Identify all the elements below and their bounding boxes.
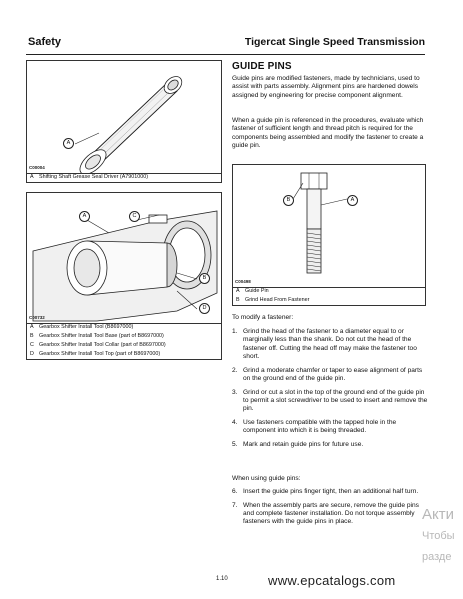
step-text: When the assembly parts are secure, remove the guide pins and complete fastener installation. Do not torque assembly fasteners with the guide pins in place. <box>243 501 419 526</box>
caption-row <box>27 323 221 332</box>
step-item <box>232 488 428 496</box>
caption-row <box>27 350 221 359</box>
section-title: GUIDE PINS <box>232 61 292 72</box>
caption-row <box>233 296 425 305</box>
activation-overlay-line1: Акти <box>422 506 454 523</box>
figure-code: C00732 <box>29 315 45 320</box>
step-text: Mark and retain guide pins for future use. <box>243 441 364 449</box>
figure1-caption <box>26 173 222 183</box>
figure-install-tool <box>26 192 222 324</box>
step-number: 1. <box>232 328 238 335</box>
activation-overlay-line3: разде <box>422 551 452 563</box>
callout-a: A <box>347 195 358 206</box>
figure3-caption <box>232 287 426 306</box>
caption-key: B <box>30 333 34 339</box>
step-item <box>232 367 428 384</box>
step-number: 6. <box>232 488 238 495</box>
caption-key: D <box>30 351 34 357</box>
intro-paragraph-2: When a guide pin is referenced in the procedures, evaluate which fastener of sufficient length and thread pitch is required for the components being assembled and modify the fastener to create a guide pin. <box>232 117 424 149</box>
figure2-caption <box>26 323 222 360</box>
caption-row <box>233 287 425 296</box>
step-text: Grind a moderate chamfer or taper to ease alignment of parts on the ground end of the guide pin. <box>243 366 423 382</box>
step-number: 2. <box>232 366 238 374</box>
figure-seal-driver <box>26 60 222 174</box>
caption-text: Gearbox Shifter Install Tool Base (part of B8697000) <box>39 333 164 339</box>
caption-key: B <box>236 297 240 303</box>
caption-row <box>27 341 221 350</box>
using-steps <box>232 488 428 532</box>
intro-paragraph: Guide pins are modified fasteners, made by technicians, used to assist with parts assembly. Alignment pins are hardened dowels assigned by engineering for precise component alignment. <box>232 75 420 99</box>
step-item <box>232 441 428 449</box>
activation-overlay-line2: Чтобы <box>422 530 455 542</box>
caption-key: A <box>236 288 240 294</box>
step-item <box>232 502 428 527</box>
caption-text: Grind Head From Fastener <box>245 297 310 303</box>
figure-code: C00498 <box>235 279 251 284</box>
caption-row <box>27 332 221 341</box>
step-item <box>232 419 428 436</box>
step-number: 4. <box>232 419 238 427</box>
callout-a: A <box>79 211 90 222</box>
caption-text: Guide Pin <box>245 288 269 294</box>
step-item <box>232 328 428 361</box>
caption-row <box>27 173 221 182</box>
step-text: Use fasteners compatible with the tapped hole in the component into which it is being threaded. <box>243 419 397 435</box>
using-label: When using guide pins: <box>232 475 301 482</box>
step-text: Grind the head of the fastener to a diameter equal to or marginally less than the shank. Do not cut the head of the fastener off. Cutting the head off may make the fastener too short. <box>243 328 417 360</box>
step-number: 5. <box>232 441 238 449</box>
header-section-title: Safety <box>28 36 62 48</box>
figure-code: C00004 <box>29 165 45 170</box>
caption-key: A <box>30 324 34 330</box>
step-number: 7. <box>232 501 238 509</box>
caption-text: Shifting Shaft Grease Seal Driver (A7901000) <box>39 174 149 180</box>
caption-key: A <box>30 174 34 180</box>
seal-driver-illustration <box>27 61 221 173</box>
modify-label: To modify a fastener: <box>232 314 294 321</box>
caption-key: C <box>30 342 34 348</box>
page-number: 1.10 <box>216 576 228 582</box>
header-manual-title: Tigercat Single Speed Transmission <box>244 36 425 48</box>
step-number: 3. <box>232 388 238 396</box>
step-text: Grind or cut a slot in the top of the ground end of the guide pin to permit a slot screwdriver to be used to insert and remove the pin. <box>243 388 428 413</box>
callout-b: B <box>199 273 210 284</box>
header-rule <box>26 54 425 55</box>
caption-text: Gearbox Shifter Install Tool Top (part of B8697000) <box>39 351 161 357</box>
modify-steps <box>232 328 428 455</box>
callout-d: D <box>199 303 210 314</box>
caption-text: Gearbox Shifter Install Tool Collar (part of B8697000) <box>39 342 166 348</box>
guide-pin-illustration <box>233 165 425 287</box>
watermark-url: www.epcatalogs.com <box>268 573 396 588</box>
step-item <box>232 389 428 414</box>
callout-a: A <box>63 138 74 149</box>
callout-b: B <box>283 195 294 206</box>
caption-text: Gearbox Shifter Install Tool (B8697000) <box>39 324 134 330</box>
figure-guide-pin <box>232 164 426 288</box>
callout-c: C <box>129 211 140 222</box>
install-tool-illustration <box>27 193 221 323</box>
step-text: Insert the guide pins finger tight, then an additional half turn. <box>243 488 419 495</box>
